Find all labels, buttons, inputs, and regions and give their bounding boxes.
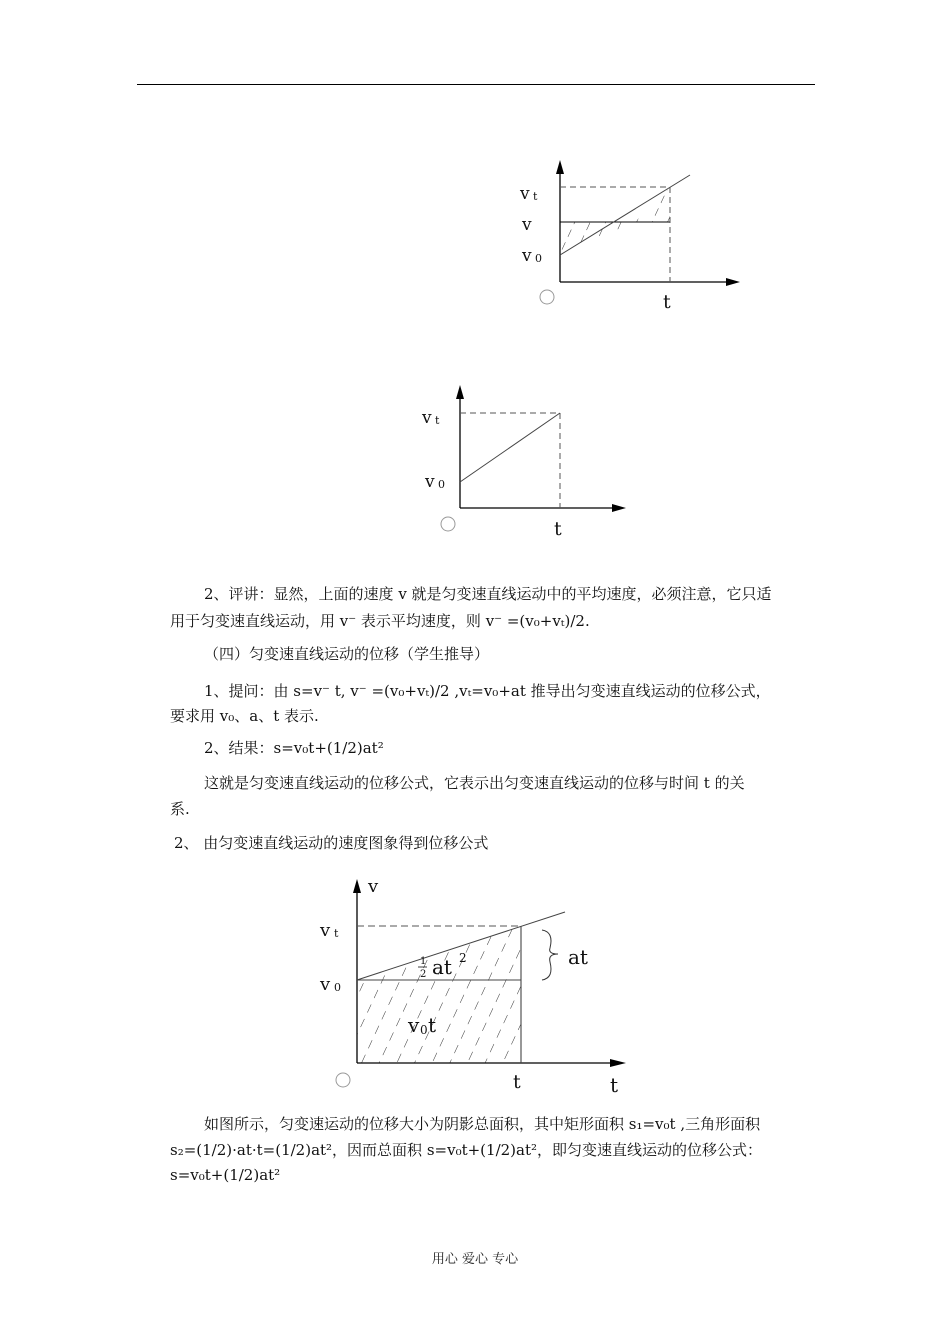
- origin-circle: [441, 517, 455, 531]
- v-axis-arrow: [456, 385, 464, 399]
- label-half-num: 1: [420, 956, 427, 967]
- question-line1: 1、提问：由 s=v⁻ t, v⁻ =(v₀+vₜ)/2 ,vₜ=v₀+at 推导出匀变速直线运动的位移公式，: [204, 682, 771, 700]
- brace-at: [542, 930, 558, 980]
- label-t: t: [663, 291, 671, 313]
- paragraph-comment-line1: 2、评讲：显然，上面的速度 v 就是匀变速直线运动中的平均速度，必须注意，它只适: [204, 585, 772, 603]
- label-v0-sub: 0: [334, 981, 341, 994]
- label-t: t: [554, 518, 562, 540]
- label-vt-sub: t: [435, 414, 440, 427]
- question-line2: 要求用 v₀、a、t 表示.: [170, 707, 319, 725]
- label-v-axis: v: [368, 876, 379, 897]
- label-vt-sub: t: [533, 190, 538, 203]
- label-v: v: [522, 215, 532, 235]
- origin-circle: [540, 290, 554, 304]
- label-vt: v: [320, 920, 331, 941]
- section-2-heading: 2、 由匀变速直线运动的速度图象得到位移公式: [174, 834, 489, 852]
- paragraph-comment-line2: 用于匀变速直线运动，用 v⁻ 表示平均速度，则 v⁻ =(v₀+vₜ)/2.: [170, 612, 590, 630]
- page-footer: 用心 爱心 专心: [431, 1252, 519, 1267]
- label-vt-sub: t: [334, 927, 339, 940]
- header-rule: [137, 84, 815, 85]
- velocity-graph-simple: [400, 375, 640, 545]
- explain-line1: 这就是匀变速直线运动的位移公式，它表示出匀变速直线运动的位移与时间 t 的关: [204, 774, 745, 792]
- final-line3: s=v₀t+(1/2)at²: [170, 1166, 281, 1184]
- velocity-graph-displacement: [310, 870, 640, 1100]
- label-triangle-at: at: [432, 955, 452, 979]
- explain-line2: 系.: [170, 800, 190, 818]
- label-vt: v: [520, 184, 530, 204]
- label-v0: v: [320, 974, 331, 995]
- origin-circle: [336, 1073, 350, 1087]
- label-t-mark: t: [513, 1071, 521, 1093]
- label-v0-sub: 0: [535, 252, 542, 265]
- t-axis-arrow: [612, 504, 626, 512]
- label-rect-sub: 0: [420, 1023, 428, 1037]
- v-axis-arrow: [556, 160, 564, 174]
- t-axis-arrow: [726, 278, 740, 286]
- t-axis-arrow: [610, 1059, 626, 1067]
- label-triangle-exp: 2: [459, 951, 467, 965]
- velocity-graph-average: [500, 150, 760, 320]
- heading-section-4: （四）匀变速直线运动的位移（学生推导）: [204, 645, 490, 663]
- label-rect-v: v: [408, 1013, 420, 1037]
- label-t-axis: t: [610, 1073, 619, 1097]
- final-line1: 如图所示，匀变速运动的位移大小为阴影总面积，其中矩形面积 s₁=v₀t ,三角形面积: [204, 1115, 761, 1133]
- label-v0: v: [522, 246, 532, 266]
- result-line: 2、结果：s=v₀t+(1/2)at²: [204, 739, 384, 757]
- label-v0-sub: 0: [438, 478, 445, 491]
- label-half-den: 2: [420, 969, 427, 980]
- label-v0: v: [425, 472, 435, 492]
- v-axis-arrow: [353, 879, 361, 893]
- final-line2: s₂=(1/2)·at·t=(1/2)at²，因而总面积 s=v₀t+(1/2)at²，即匀变速直线运动的位移公式：: [170, 1141, 763, 1159]
- velocity-line: [460, 413, 560, 482]
- label-rect-t: t: [428, 1013, 437, 1037]
- label-vt: v: [422, 408, 432, 428]
- label-brace-at: at: [568, 945, 588, 969]
